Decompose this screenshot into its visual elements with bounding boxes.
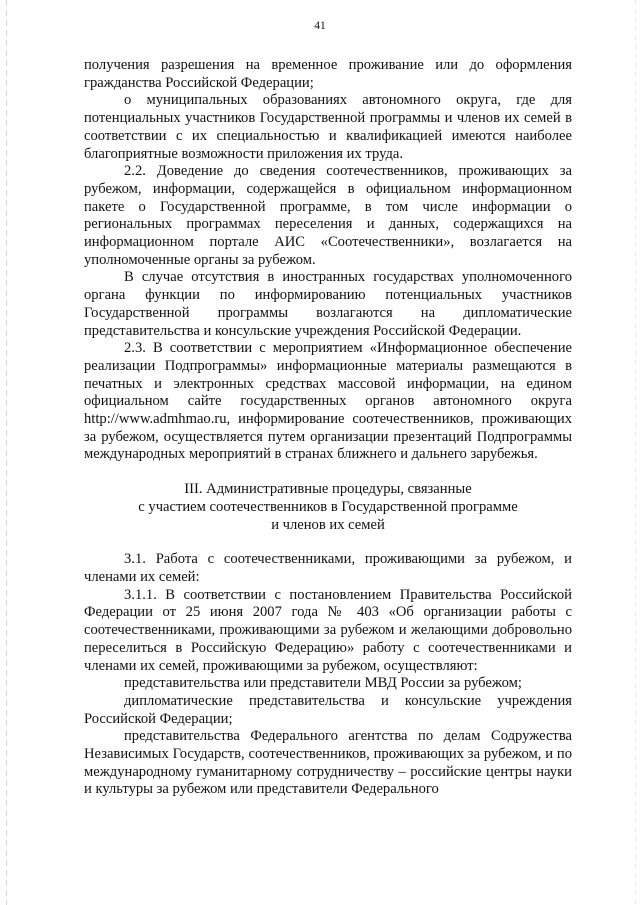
paragraph: В случае отсутствия в иностранных государствах уполномоченного органа функции по информированию потенциальных участников Государственной программы возлагаются на дипломатические представительства и консульские учреждения Российской Федерации. xyxy=(84,269,572,339)
paragraph: 3.1.1. В соответствии с постановлением Правительства Российской Федерации от 25 июня 2007 года № 403 «Об организации работы с соотечественниками, проживающими за рубежом и желающими добровольно переселиться в Российскую Федерацию» работу с соотечественниками и членами их семей, проживающими за рубежом, осуществляют: xyxy=(84,586,572,674)
paragraph: представительства Федерального агентства по делам Содружества Независимых Государств, соотечественников, проживающих за рубежом, и по международному гуманитарному сотрудничеству – российские центры науки и культуры за рубежом или представители Федерального xyxy=(84,728,572,798)
paragraph: 2.3. В соответствии с мероприятием «Информационное обеспечение реализации Подпрограммы» информационные материалы размещаются в печатных и электронных средствах массовой информации, на едином официальном сайте государственных органов автономного округа http://www.admhmao.ru, информирование соотечественников, проживающих за рубежом, осуществляется путем организации презентаций Подпрограммы международных мероприятий в странах ближнего и дальнего зарубежья. xyxy=(84,340,572,463)
paragraph: 2.2. Доведение до сведения соотечественников, проживающих за рубежом, информации, содержащейся в официальном информационном пакете о Государственной программе, в том числе информации о региональных программах переселения и данных, содержащихся на информационном портале АИС «Соотечественники», возлагается на уполномоченные органы за рубежом. xyxy=(84,163,572,268)
scan-edge-left xyxy=(6,0,7,905)
section-heading-line: III. Административные процедуры, связанные xyxy=(184,481,472,498)
paragraph: о муниципальных образованиях автономного округа, где для потенциальных участников Государственной программы и членов их семей в соответствии с их специальностью и квалификацией имеются наиболее благоприятные возможности приложения их труда. xyxy=(84,92,572,162)
section-heading xyxy=(84,481,572,534)
page-number: 41 xyxy=(314,20,326,32)
spacer xyxy=(84,534,572,551)
section-heading-line: с участием соотечественников в Государственной программе xyxy=(138,498,518,515)
section-heading-line: и членов их семей xyxy=(271,516,385,533)
scan-edge-right xyxy=(635,0,636,905)
document-body xyxy=(84,57,572,799)
paragraph: дипломатические представительства и консульские учреждения Российской Федерации; xyxy=(84,692,572,727)
spacer xyxy=(84,464,572,481)
paragraph: представительства или представители МВД России за рубежом; xyxy=(124,675,522,692)
paragraph: получения разрешения на временное проживание или до оформления гражданства Российской Федерации; xyxy=(84,57,572,91)
paragraph: 3.1. Работа с соотечественниками, проживающими за рубежом, и членами их семей: xyxy=(84,551,572,585)
